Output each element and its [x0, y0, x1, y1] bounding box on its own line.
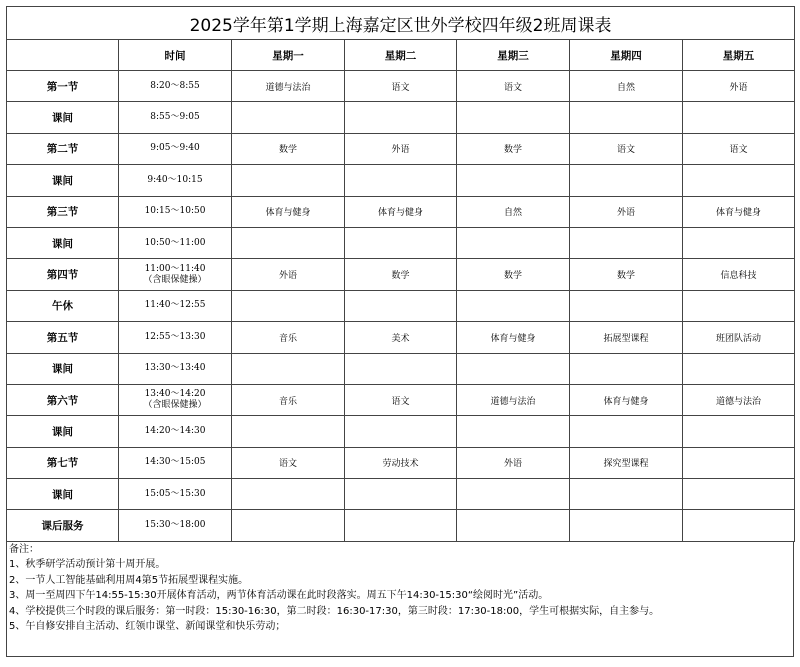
course-cell-wednesday: 体育与健身: [457, 322, 570, 353]
course-cell-thursday: 自然: [570, 71, 683, 102]
course-cell-monday: [232, 165, 345, 196]
course-cell-tuesday: [345, 290, 457, 321]
course-cell-friday: [683, 102, 795, 133]
course-cell-friday: [683, 290, 795, 321]
course-cell-monday: [232, 290, 345, 321]
course-cell-wednesday: 道德与法治: [457, 384, 570, 415]
course-cell-tuesday: 外语: [345, 133, 457, 164]
period-time: [119, 165, 232, 196]
period-time-range: 13:30～13:40: [144, 363, 206, 374]
course-cell-friday: 信息科技: [683, 259, 795, 290]
page-title: 2025学年第1学期上海嘉定区世外学校四年级2班周课表: [7, 7, 795, 40]
period-time-range: 10:50～11:00: [144, 237, 206, 248]
course-cell-friday: [683, 416, 795, 447]
course-cell-wednesday: [457, 102, 570, 133]
header-row: [7, 40, 795, 71]
course-cell-monday: [232, 102, 345, 133]
course-cell-wednesday: [457, 290, 570, 321]
header-monday: 星期一: [232, 40, 345, 71]
course-cell-friday: [683, 479, 795, 510]
course-cell-friday: 体育与健身: [683, 196, 795, 227]
course-cell-thursday: [570, 479, 683, 510]
table-row: [7, 447, 795, 478]
header-tuesday: 星期二: [345, 40, 457, 71]
course-cell-friday: 道德与法治: [683, 384, 795, 415]
table-row: [7, 510, 795, 541]
course-cell-tuesday: [345, 479, 457, 510]
period-time: [119, 227, 232, 258]
course-cell-friday: 语文: [683, 133, 795, 164]
course-cell-wednesday: [457, 479, 570, 510]
period-label: 第五节: [7, 322, 119, 353]
period-label: 第六节: [7, 384, 119, 415]
course-cell-monday: 外语: [232, 259, 345, 290]
course-cell-thursday: 拓展型课程: [570, 322, 683, 353]
period-time-range: 9:05～9:40: [150, 143, 200, 154]
note-line: 1、秋季研学活动预计第十周开展。: [9, 559, 166, 571]
course-cell-tuesday: 劳动技术: [345, 447, 457, 478]
header-wednesday: 星期三: [457, 40, 570, 71]
notes-section: [6, 542, 794, 657]
period-time: [119, 384, 232, 415]
period-label: 课间: [7, 102, 119, 133]
period-label: 第七节: [7, 447, 119, 478]
course-cell-friday: [683, 447, 795, 478]
header-corner: [7, 40, 119, 71]
course-cell-thursday: 语文: [570, 133, 683, 164]
course-cell-wednesday: 数学: [457, 259, 570, 290]
period-time-range: 14:20～14:30: [144, 425, 206, 436]
course-cell-thursday: [570, 227, 683, 258]
period-time-range: 8:20～8:55: [150, 80, 200, 91]
course-cell-thursday: [570, 416, 683, 447]
course-cell-tuesday: [345, 165, 457, 196]
timetable: [6, 6, 795, 542]
period-time-range: 15:30～18:00: [144, 520, 206, 531]
period-time: [119, 290, 232, 321]
table-row: [7, 227, 795, 258]
period-time: [119, 447, 232, 478]
period-time: [119, 416, 232, 447]
course-cell-monday: 语文: [232, 447, 345, 478]
course-cell-tuesday: [345, 227, 457, 258]
period-label: 课间: [7, 479, 119, 510]
course-cell-monday: 数学: [232, 133, 345, 164]
period-label: 课间: [7, 165, 119, 196]
period-label: 课间: [7, 416, 119, 447]
period-time: [119, 479, 232, 510]
note-line: 5、午自修安排自主活动、红领巾课堂、新闻课堂和快乐劳动；: [9, 621, 286, 633]
period-time-range: 9:40～10:15: [147, 174, 203, 185]
course-cell-tuesday: [345, 416, 457, 447]
period-time-range: 10:15～10:50: [144, 206, 206, 217]
course-cell-thursday: [570, 510, 683, 541]
course-cell-monday: [232, 510, 345, 541]
table-row: [7, 133, 795, 164]
note-line: 4、学校提供三个时段的课后服务：第一时段：15:30-16:30，第二时段：16:30-17:30，第三时段：17:30-18:00，学生可根据实际，自主参与。: [9, 605, 660, 617]
header-thursday: 星期四: [570, 40, 683, 71]
course-cell-monday: 音乐: [232, 322, 345, 353]
course-cell-thursday: [570, 165, 683, 196]
period-label: 第一节: [7, 71, 119, 102]
table-row: [7, 416, 795, 447]
note-line: 2、一节人工智能基础利用周4第5节拓展型课程实施。: [9, 574, 249, 586]
period-time-range: 8:55～9:05: [150, 112, 200, 123]
period-label: 课间: [7, 353, 119, 384]
period-label: 课间: [7, 227, 119, 258]
course-cell-friday: 外语: [683, 71, 795, 102]
period-time-range: 11:00～11:40: [144, 263, 206, 274]
course-cell-tuesday: 数学: [345, 259, 457, 290]
period-time: [119, 71, 232, 102]
period-label: 第三节: [7, 196, 119, 227]
course-cell-monday: [232, 353, 345, 384]
period-time-range: 14:30～15:05: [144, 457, 206, 468]
period-time: [119, 259, 232, 290]
period-label: 第二节: [7, 133, 119, 164]
course-cell-wednesday: [457, 165, 570, 196]
course-cell-wednesday: 自然: [457, 196, 570, 227]
course-cell-monday: 道德与法治: [232, 71, 345, 102]
table-row: [7, 353, 795, 384]
course-cell-tuesday: 语文: [345, 71, 457, 102]
period-time-range: 12:55～13:30: [144, 331, 206, 342]
period-label: 第四节: [7, 259, 119, 290]
course-cell-tuesday: [345, 102, 457, 133]
course-cell-wednesday: 外语: [457, 447, 570, 478]
course-cell-tuesday: 体育与健身: [345, 196, 457, 227]
course-cell-monday: [232, 416, 345, 447]
course-cell-friday: [683, 165, 795, 196]
course-cell-monday: [232, 227, 345, 258]
table-row: [7, 322, 795, 353]
period-time-note: （含眼保健操）: [143, 274, 207, 285]
table-row: [7, 479, 795, 510]
notes-heading: 备注：: [9, 543, 39, 555]
course-cell-thursday: 外语: [570, 196, 683, 227]
period-label: 午休: [7, 290, 119, 321]
course-cell-thursday: 探究型课程: [570, 447, 683, 478]
period-label: 课后服务: [7, 510, 119, 541]
table-row: [7, 384, 795, 415]
table-row: [7, 196, 795, 227]
course-cell-thursday: [570, 290, 683, 321]
period-time-range: 13:40～14:20: [144, 389, 206, 400]
course-cell-monday: 音乐: [232, 384, 345, 415]
course-cell-tuesday: 美术: [345, 322, 457, 353]
period-time-range: 15:05～15:30: [144, 488, 206, 499]
header-friday: 星期五: [683, 40, 795, 71]
course-cell-thursday: [570, 102, 683, 133]
period-time: [119, 353, 232, 384]
course-cell-monday: [232, 479, 345, 510]
table-row: [7, 290, 795, 321]
period-time: [119, 133, 232, 164]
course-cell-wednesday: [457, 416, 570, 447]
course-cell-wednesday: [457, 510, 570, 541]
course-cell-tuesday: [345, 353, 457, 384]
course-cell-tuesday: 语文: [345, 384, 457, 415]
course-cell-tuesday: [345, 510, 457, 541]
period-time: [119, 196, 232, 227]
course-cell-wednesday: 数学: [457, 133, 570, 164]
header-time: 时间: [119, 40, 232, 71]
course-cell-thursday: 数学: [570, 259, 683, 290]
table-row: [7, 71, 795, 102]
course-cell-wednesday: [457, 227, 570, 258]
table-row: [7, 102, 795, 133]
period-time-range: 11:40～12:55: [144, 300, 206, 311]
course-cell-wednesday: 语文: [457, 71, 570, 102]
course-cell-friday: [683, 510, 795, 541]
period-time: [119, 102, 232, 133]
table-row: [7, 259, 795, 290]
note-line: 3、周一至周四下午14:55-15:30开展体育活动，两节体育活动课在此时段落实。周五下午14:30-15:30“绘阅时光”活动。: [9, 590, 549, 602]
course-cell-monday: 体育与健身: [232, 196, 345, 227]
course-cell-wednesday: [457, 353, 570, 384]
course-cell-friday: [683, 353, 795, 384]
course-cell-friday: 班团队活动: [683, 322, 795, 353]
course-cell-friday: [683, 227, 795, 258]
timetable-sheet: [6, 6, 794, 657]
period-time-note: （含眼保健操）: [143, 400, 207, 411]
table-row: [7, 165, 795, 196]
period-time: [119, 510, 232, 541]
period-time: [119, 322, 232, 353]
course-cell-thursday: 体育与健身: [570, 384, 683, 415]
course-cell-thursday: [570, 353, 683, 384]
